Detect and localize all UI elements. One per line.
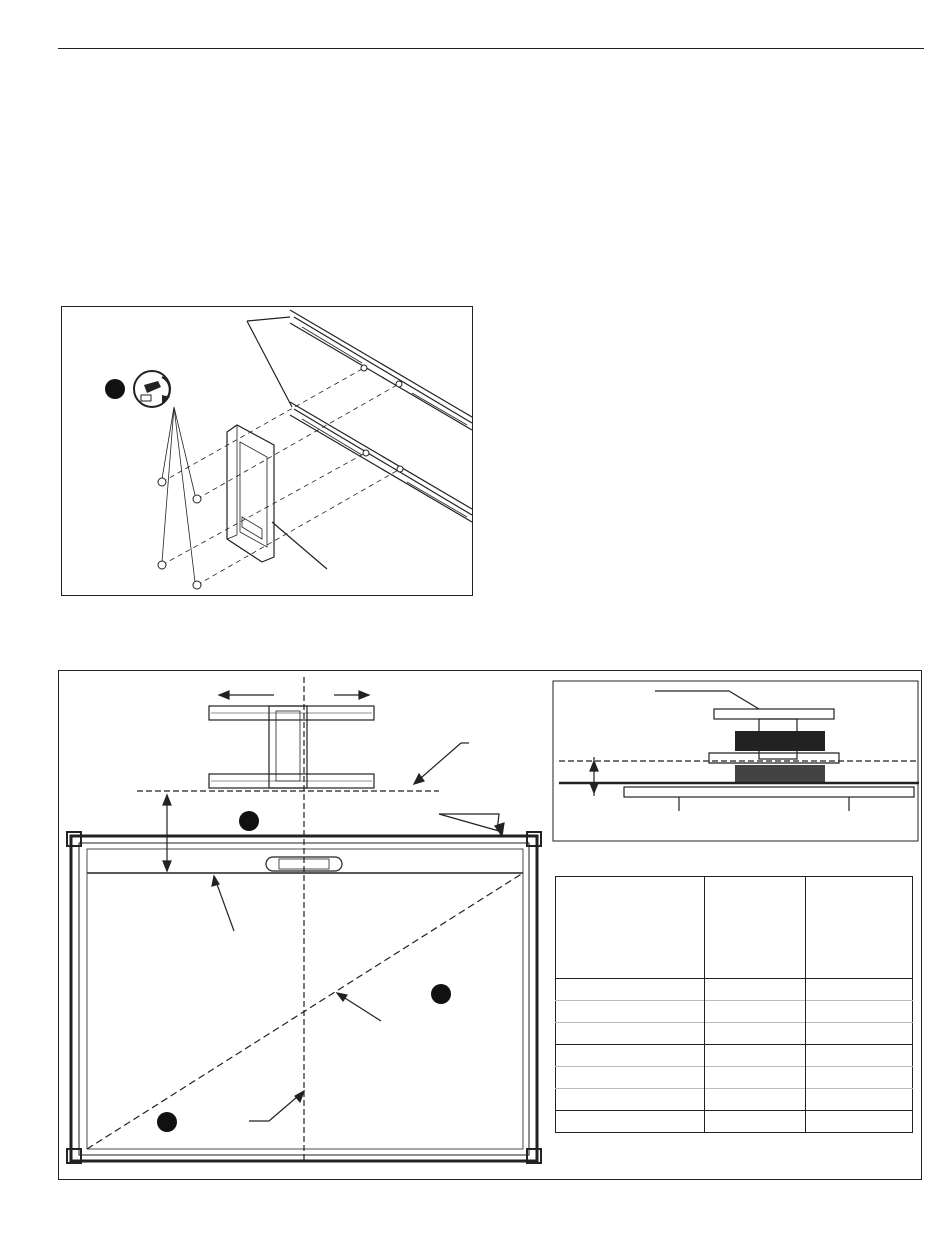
center-plate	[269, 706, 307, 788]
table-row	[556, 1067, 913, 1089]
figure-mounting-layout	[58, 670, 922, 1180]
table-row	[556, 1089, 913, 1111]
side-view	[553, 681, 919, 841]
table-row	[556, 1045, 913, 1067]
table-row	[556, 979, 913, 1001]
table-row	[556, 1023, 913, 1045]
callout-c	[431, 984, 451, 1004]
diagonal-line	[87, 873, 523, 1149]
wrench-rotate-icon	[134, 371, 170, 407]
callout-b	[239, 811, 259, 831]
spec-table	[555, 876, 913, 1133]
table-row	[556, 1111, 913, 1133]
table-header-row	[556, 877, 913, 979]
callout-a	[105, 379, 125, 399]
header-rule	[58, 48, 924, 49]
table-row	[556, 1001, 913, 1023]
callout-d	[157, 1112, 177, 1132]
figure-bracket-assembly	[61, 306, 473, 596]
bracket-assembly-drawing	[62, 307, 474, 597]
